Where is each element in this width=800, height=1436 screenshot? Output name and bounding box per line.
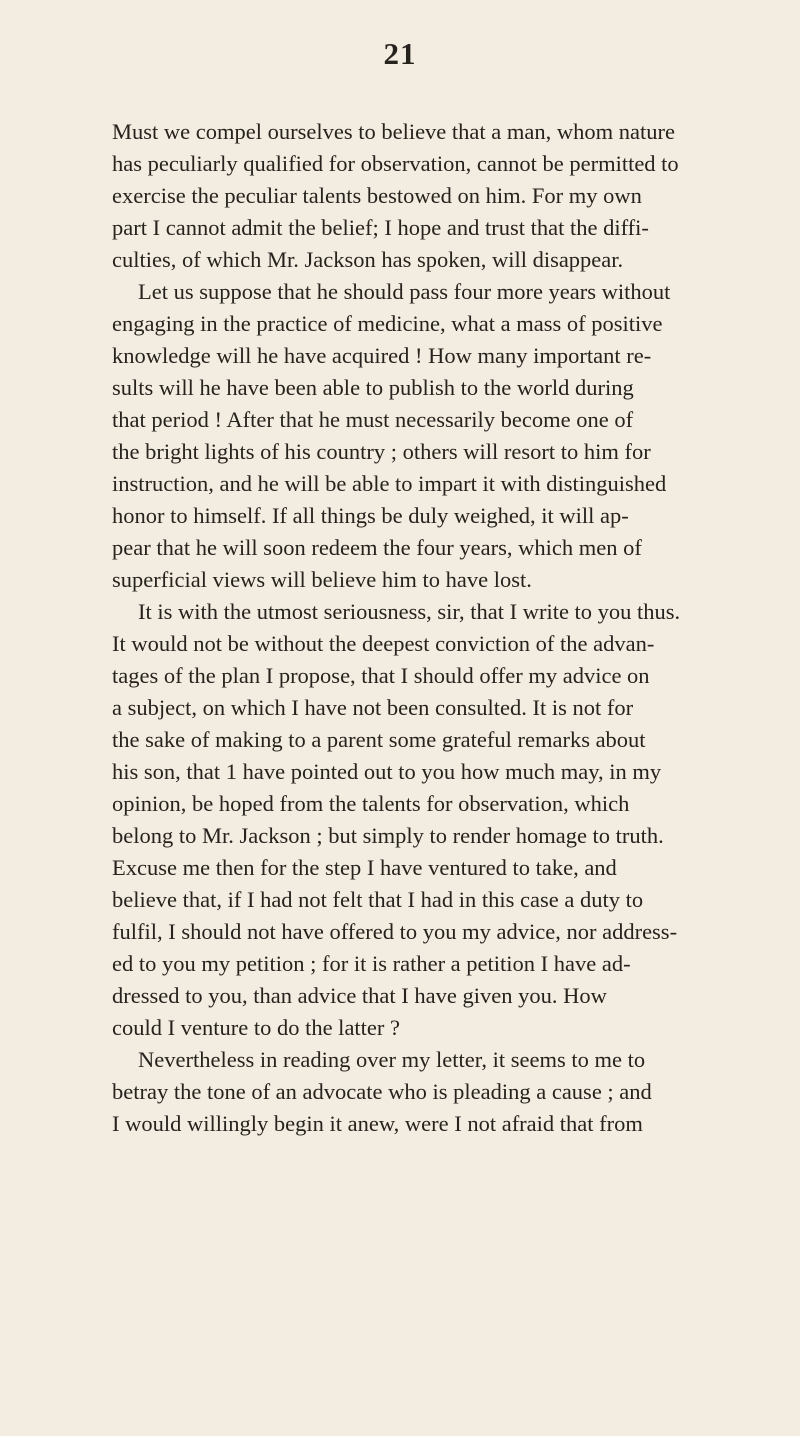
text-line: knowledge will he have acquired ! How many important re- <box>112 343 652 368</box>
text-line: sults will he have been able to publish to the world during <box>112 375 634 400</box>
text-line: It would not be without the deepest conviction of the advan- <box>112 631 655 656</box>
text-line: a subject, on which I have not been consulted. It is not for <box>112 695 634 720</box>
text-line: betray the tone of an advocate who is pleading a cause ; and <box>112 1079 652 1104</box>
text-line: the bright lights of his country ; others will resort to him for <box>112 439 651 464</box>
text-line: belong to Mr. Jackson ; but simply to render homage to truth. <box>112 823 664 848</box>
paragraph-start-line: It is with the utmost seriousness, sir, that I write to you thus. <box>138 599 681 624</box>
text-line: believe that, if I had not felt that I had in this case a duty to <box>112 887 644 912</box>
text-line: ed to you my petition ; for it is rather a petition I have ad- <box>112 951 631 976</box>
text-line: his son, that 1 have pointed out to you how much may, in my <box>112 759 662 784</box>
text-line: honor to himself. If all things be duly weighed, it will ap- <box>112 503 629 528</box>
text-line: culties, of which Mr. Jackson has spoken, will disappear. <box>112 247 624 272</box>
text-line: pear that he will soon redeem the four years, which men of <box>112 535 642 560</box>
text-line: opinion, be hoped from the talents for observation, which <box>112 791 630 816</box>
text-line: Must we compel ourselves to believe that a man, whom nature <box>112 119 675 144</box>
body-text <box>112 116 680 1140</box>
text-line: exercise the peculiar talents bestowed on him. For my own <box>112 183 642 208</box>
text-line: tages of the plan I propose, that I should offer my advice on <box>112 663 650 688</box>
text-line: the sake of making to a parent some grateful remarks about <box>112 727 646 752</box>
paragraph-start-line: Nevertheless in reading over my letter, it seems to me to <box>138 1047 646 1072</box>
text-line: part I cannot admit the belief; I hope and trust that the diffi- <box>112 215 649 240</box>
text-line: I would willingly begin it anew, were I not afraid that from <box>112 1111 643 1136</box>
text-line: engaging in the practice of medicine, what a mass of positive <box>112 311 663 336</box>
text-line: that period ! After that he must necessarily become one of <box>112 407 634 432</box>
text-line: superficial views will believe him to have lost. <box>112 567 532 592</box>
text-line: fulfil, I should not have offered to you my advice, nor address- <box>112 919 678 944</box>
text-line: has peculiarly qualified for observation, cannot be permitted to <box>112 151 679 176</box>
text-line: Excuse me then for the step I have ventured to take, and <box>112 855 617 880</box>
text-line: could I venture to do the latter ? <box>112 1015 401 1040</box>
paragraph-start-line: Let us suppose that he should pass four more years without <box>138 279 671 304</box>
page-number: 21 <box>383 36 417 71</box>
text-line: instruction, and he will be able to impart it with distinguished <box>112 471 667 496</box>
text-line: dressed to you, than advice that I have given you. How <box>112 983 607 1008</box>
